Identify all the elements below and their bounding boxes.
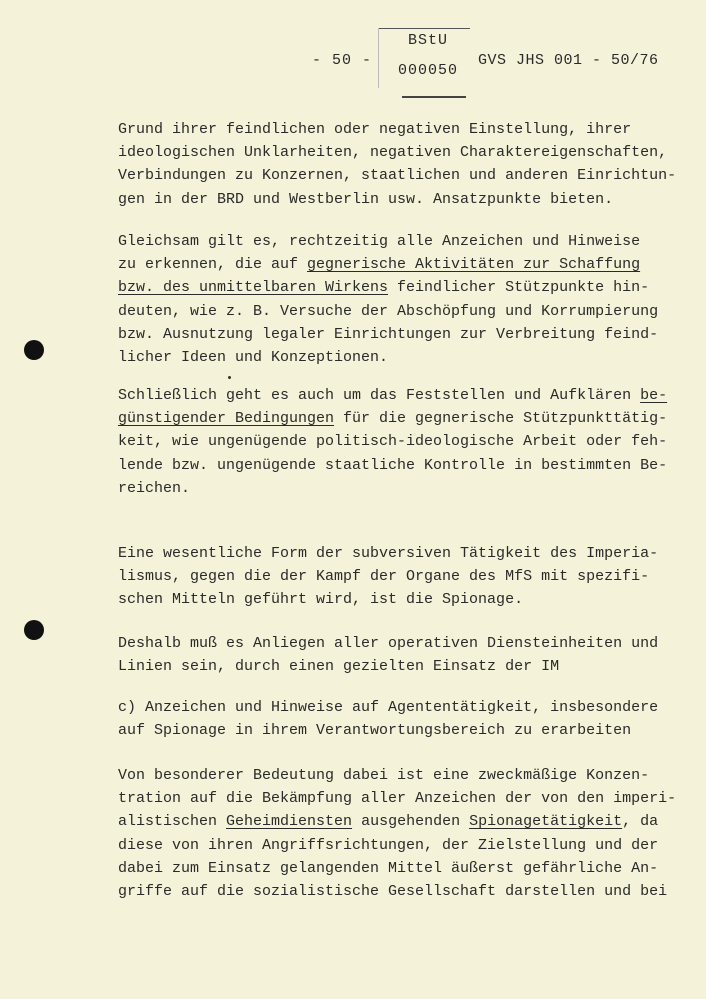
ink-speck [228,376,231,379]
paragraph [118,542,678,612]
text-line: Von besonderer Bedeutung dabei ist eine zweckmäßige Konzen- [118,767,650,784]
text-line [118,276,678,299]
underlined-text: Geheimdiensten [226,813,353,831]
text-segment: feindlicher Stützpunkte hin- [388,279,650,297]
text-line [118,384,678,407]
text-segment: für die gegnerische Stützpunkttätig- [334,410,668,428]
stamp-border [378,28,470,29]
paragraph [118,118,678,211]
text-line [118,810,678,833]
text-segment: zu erkennen, die auf [118,256,308,274]
paragraph [118,696,678,742]
text-line: tration auf die Bekämpfung aller Anzeichen der von den imperi- [118,790,677,808]
archive-stamp-label: BStU [408,32,449,49]
text-line: dabei zum Einsatz gelangenden Mittel äußerst gefährliche An- [118,859,659,877]
text-line: ideologischen Unklarheiten, negativen Charaktereigenschaften, [118,144,668,162]
text-segment: Schließlich geht es auch um das Feststellen und Aufklären [118,387,641,404]
text-line: Gleichsam gilt es, rechtzeitig alle Anzeichen und Hinweise [118,233,641,250]
text-segment: ausgehenden [352,813,470,831]
text-line: licher Ideen und Konzeptionen. [118,348,389,366]
text-segment: , da [622,813,659,831]
text-line: lismus, gegen die der Kampf der Organe des MfS mit spezifi- [118,568,650,586]
text-segment: alistischen [118,813,227,831]
text-line: Eine wesentliche Form der subversiven Tätigkeit des Imperia- [118,545,659,562]
page-number: - 50 - [312,52,373,69]
text-line: lende bzw. ungenügende staatliche Kontrolle in bestimmten Be- [118,456,668,474]
text-line: keit, wie ungenügende politisch-ideologische Arbeit oder feh- [118,433,668,451]
underlined-text: Spionagetätigkeit [469,813,623,831]
text-line: schen Mitteln geführt wird, ist die Spionage. [118,591,524,609]
text-line [118,407,678,430]
text-line [118,253,678,276]
underlined-text: gegnerische Aktivitäten zur Schaffung [307,256,641,274]
paragraph [118,632,678,678]
underlined-text: günstigender Bedingungen [118,410,335,428]
paragraph [118,230,678,369]
text-line: Verbindungen zu Konzernen, staatlichen und anderen Einrichtun- [118,167,677,185]
text-line: deuten, wie z. B. Versuche der Abschöpfung und Korrumpierung [118,302,659,320]
punch-hole [24,340,44,360]
punch-hole [24,620,44,640]
stamp-border [378,28,379,88]
text-line: Linien sein, durch einen gezielten Einsatz der IM [118,658,560,676]
text-line: auf Spionage in ihrem Verantwortungsbereich zu erarbeiten [118,722,632,740]
text-line: gen in der BRD und Westberlin usw. Ansatzpunkte bieten. [118,190,614,208]
text-line: reichen. [118,479,191,497]
paragraph [118,384,678,500]
text-line: Deshalb muß es Anliegen aller operativen Diensteinheiten und [118,635,659,652]
archive-stamp-number: 000050 [398,62,459,79]
document-reference: GVS JHS 001 - 50/76 [478,52,659,69]
text-line: griffe auf die sozialistische Gesellschaft darstellen und bei [118,882,668,900]
text-line: Grund ihrer feindlichen oder negativen Einstellung, ihrer [118,121,632,138]
text-line: diese von ihren Angriffsrichtungen, der Zielstellung und der [118,836,659,854]
text-line: c) Anzeichen und Hinweise auf Agententätigkeit, insbesondere [118,699,659,716]
stamp-border [402,96,466,98]
paragraph [118,764,678,903]
underlined-text: bzw. des unmittelbaren Wirkens [118,279,389,297]
text-line: bzw. Ausnutzung legaler Einrichtungen zur Verbreitung feind- [118,325,659,343]
underlined-text: be- [640,387,668,404]
